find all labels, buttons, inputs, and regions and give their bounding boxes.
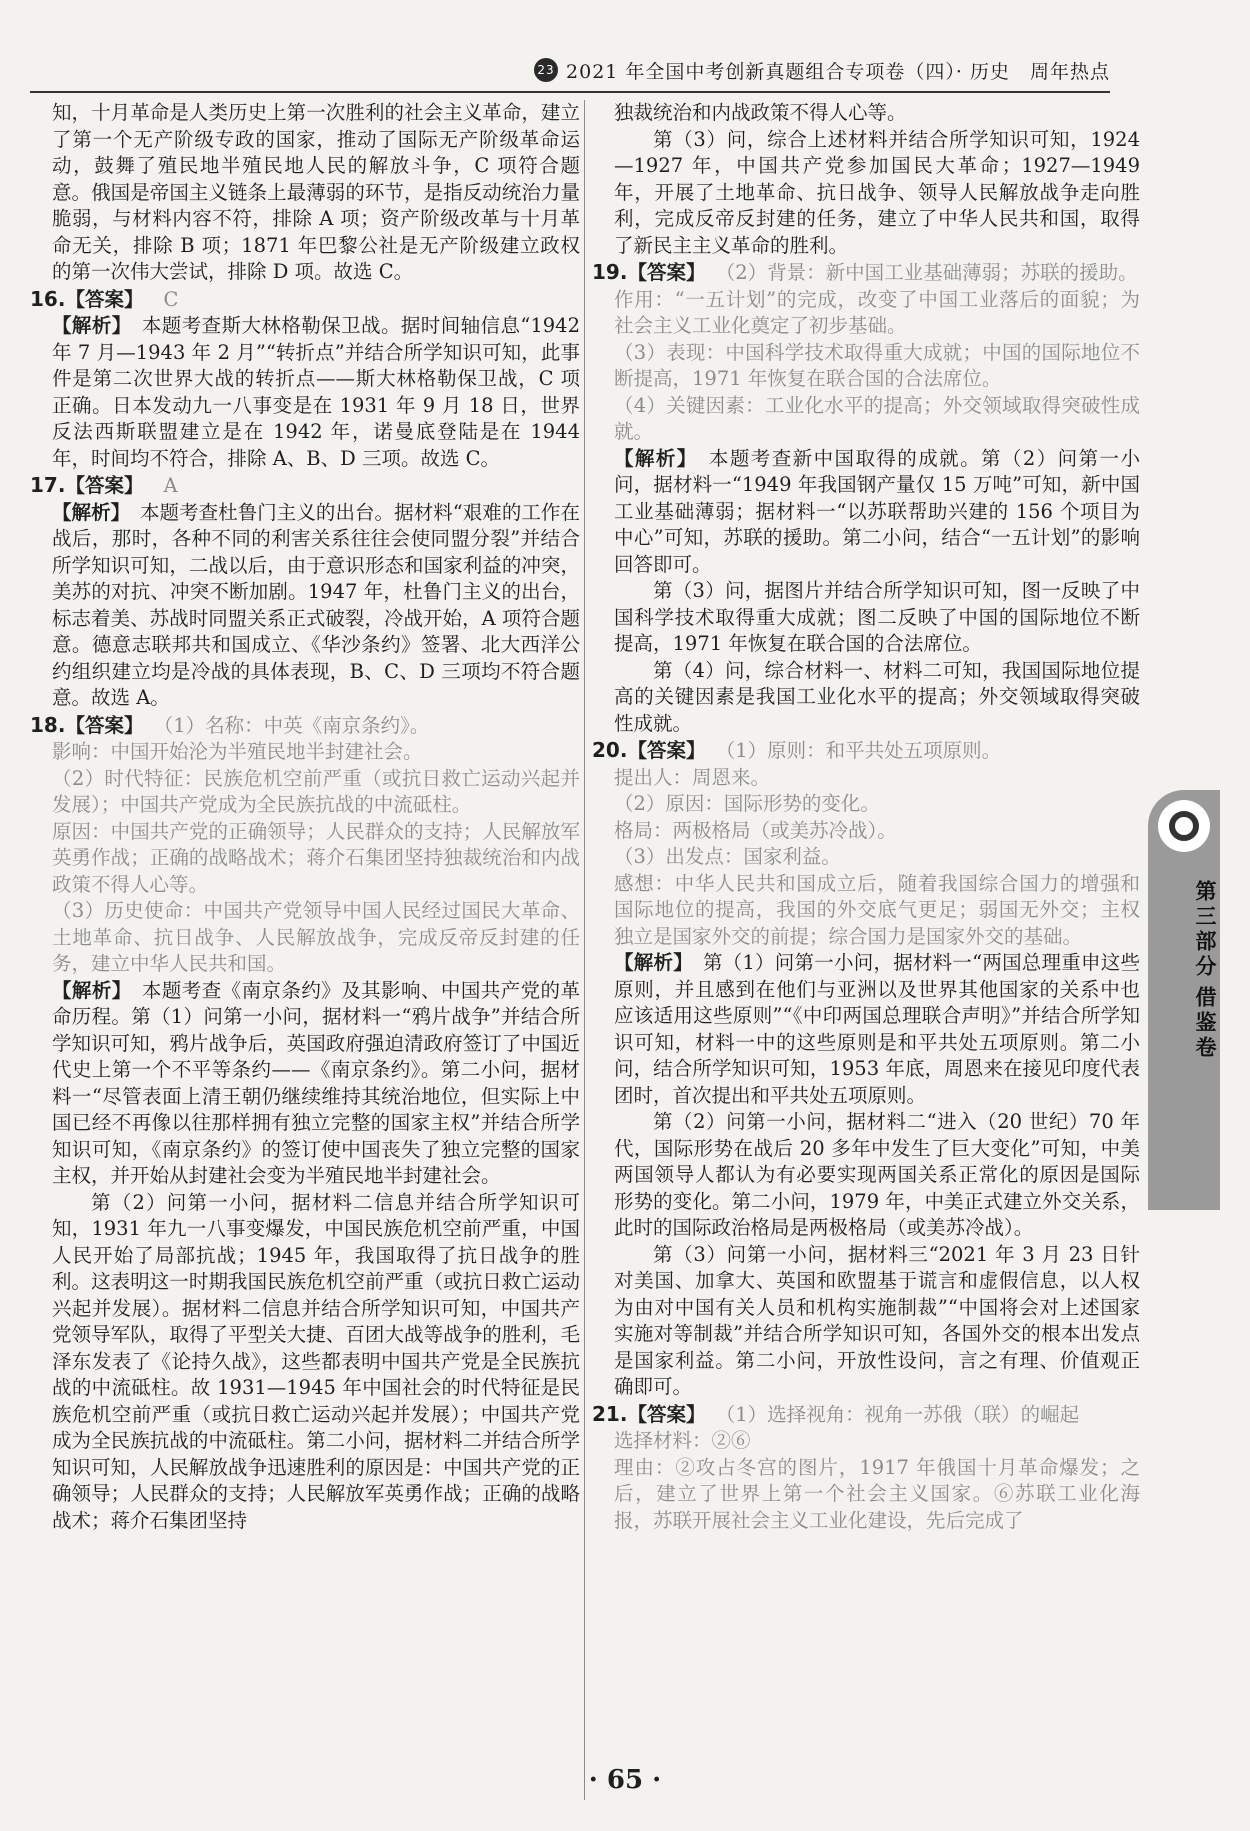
answer-text: C bbox=[163, 287, 179, 311]
question-number: 17. bbox=[30, 473, 66, 497]
answer-detail: （2）时代特征：民族危机空前严重（或抗日救亡运动兴起并发展）；中国共产党成为全民族抗战的中流砥柱。 bbox=[52, 766, 580, 816]
question-number: 16. bbox=[30, 286, 66, 311]
analysis-paragraph bbox=[52, 313, 580, 472]
side-tab-name: 借鉴卷 bbox=[1193, 986, 1217, 1061]
analysis-paragraph bbox=[614, 446, 1140, 579]
volume-badge: 23 bbox=[534, 58, 558, 82]
body-paragraph: 第（4）问，综合材料一、材料二可知，我国国际地位提高的关键因素是我国工业化水平的提高；外交领域取得突破性成就。 bbox=[614, 658, 1140, 735]
answer-line bbox=[30, 286, 580, 314]
answer-text: （2）背景：新中国工业基础薄弱；苏联的援助。 bbox=[725, 261, 1138, 284]
column-divider bbox=[584, 100, 585, 1800]
answer-detail: 选择材料：②⑥ bbox=[614, 1429, 751, 1452]
side-tab-part: 第三部分 bbox=[1193, 880, 1217, 980]
answer-detail: 提出人：周恩来。 bbox=[614, 765, 771, 789]
answer-line bbox=[30, 712, 580, 740]
answer-tag: 【答案】 bbox=[627, 261, 706, 284]
analysis-paragraph bbox=[52, 978, 580, 1190]
answer-line bbox=[592, 259, 1140, 287]
answer-tag: 【答案】 bbox=[627, 739, 706, 762]
body-paragraph: 第（2）问第一小问，据材料二信息并结合所学知识可知，1931 年九一八事变爆发，中国民族危机空前严重，中国人民开始了局部抗战；1945 年，我国取得了抗日战争的胜利。这表明这一时期我国民族危机空前严重（或抗日救亡运动兴起并发展）。据材料二信息并结合所学知识可知，中国共产党领导军队，取得了平型关大捷、百团大战等战争的胜利，毛泽东发表了《论持久战》，这些都表明中国共产党是全民族抗战的中流砥柱。故 1931—1945 年中国社会的时代特征是民族危机空前严重（或抗日救亡运动兴起并发展）；中国共产党成为全民族抗战的中流砥柱。第二小问，据材料二并结合所学知识可知，人民解放战争迅速胜利的原因是：中国共产党的正确领导；人民群众的支持；人民解放军英勇作战；正确的战略战术；蒋介石集团坚持 bbox=[52, 1190, 580, 1532]
answer-detail: （2）原因：国际形势的变化。 bbox=[614, 792, 880, 815]
left-column bbox=[30, 100, 580, 1534]
question-number: 19. bbox=[592, 260, 628, 284]
analysis-tag: 【解析】 bbox=[614, 446, 688, 470]
question-number: 18. bbox=[30, 712, 66, 737]
analysis-text: 第（1）问第一小问，据材料一“两国总理重申这些原则，并且感到在他们与亚洲以及世界其他国家的关系中也应该适用这些原则”“《中印两国总理联合声明》”并结合所学知识可知，材料一中的这些原则是和平共处五项原则。第二小问，结合所学知识可知，1953 年底，周恩来在接见印度代表团时，首次提出和平共处五项原则。 bbox=[614, 951, 1140, 1107]
answer-detail: （3）表现：中国科学技术取得重大成就；中国的国际地位不断提高，1971 年恢复在联合国的合法席位。 bbox=[614, 340, 1140, 390]
question-number: 21. bbox=[592, 1401, 628, 1426]
answer-detail: （4）关键因素：工业化水平的提高；外交领域取得突破性成就。 bbox=[614, 393, 1140, 443]
answer-tag: 【答案】 bbox=[65, 474, 144, 497]
body-paragraph: 第（3）问，综合上述材料并结合所学知识可知，1924—1927 年，中国共产党参加国民大革命；1927—1949 年，开展了土地革命、抗日战争、领导人民解放战争走向胜利，完成反帝反封建的任务，建立了中华人民共和国，取得了新民主主义革命的胜利。 bbox=[614, 127, 1140, 257]
answer-line bbox=[592, 1401, 1140, 1429]
answer-detail: 感想：中华人民共和国成立后，随着我国综合国力的增强和国际地位的提高，我国的外交底气更足；弱国无外交；主权独立是国家外交的前提；综合国力是国家外交的基础。 bbox=[614, 871, 1140, 948]
answer-detail: （3）出发点：国家利益。 bbox=[614, 845, 841, 868]
answer-detail: 影响：中国开始沦为半殖民地半封建社会。 bbox=[52, 740, 423, 763]
answer-text: （1）原则：和平共处五项原则。 bbox=[725, 739, 1002, 762]
analysis-tag: 【解析】 bbox=[52, 978, 122, 1002]
answer-detail: （3）历史使命：中国共产党领导中国人民经过国民大革命、土地革命、抗日战争、人民解放战争，完成反帝反封建的任务，建立中华人民共和国。 bbox=[52, 899, 580, 975]
body-paragraph: 第（2）问第一小问，据材料二“进入（20 世纪）70 年代，国际形势在战后 20 多年中发生了巨大变化”可知，中美两国领导人都认为有必要实现两国关系正常化的原因是国际形势的变化。第二小问，1979 年，中美正式建立外交关系，此时的国际政治格局是两极格局（或美苏冷战）。 bbox=[614, 1110, 1140, 1239]
body-paragraph: 第（3）问，据图片并结合所学知识可知，图一反映了中国科学技术取得重大成就；图二反映了中国的国际地位不断提高，1971 年恢复在联合国的合法席位。 bbox=[614, 579, 1140, 655]
answer-text: A bbox=[163, 474, 178, 497]
question-number: 20. bbox=[592, 738, 628, 762]
section-side-tab bbox=[1148, 790, 1220, 1210]
body-paragraph: 第（3）问第一小问，据材料三“2021 年 3 月 23 日针对美国、加拿大、英国和欧盟基于谎言和虚假信息，以人权为由对中国有关人员和机构实施制裁”“中国将会对上述国家实施对等制裁”并结合所学知识可知，各国外交的根本出发点是国家利益。第二小问，开放性设问，言之有理、价值观正确即可。 bbox=[614, 1242, 1140, 1398]
analysis-tag: 【解析】 bbox=[52, 500, 121, 524]
answer-detail: 格局：两极格局（或美苏冷战）。 bbox=[614, 818, 897, 842]
analysis-text: 本题考查斯大林格勒保卫战。据时间轴信息“1942 年 7 月—1943 年 2 月”“转折点”并结合所学知识可知，此事件是第二次世界大战的转折点——斯大林格勒保卫战，C 项正确。日本发动九一八事变是在 1931 年 9 月 18 日，世界反法西斯联盟建立是在 1942 年，诺曼底登陆是在 1944 年，时间均不符合，排除 A、B、D 三项。故选 C。 bbox=[52, 314, 580, 470]
body-paragraph: 知，十月革命是人类历史上第一次胜利的社会主义革命，建立了第一个无产阶级专政的国家，推动了国际无产阶级革命运动，鼓舞了殖民地半殖民地人民的解放斗争，C 项符合题意。俄国是帝国主义链条上最薄弱的环节，是指反动统治力量脆弱，与材料内容不符，排除 A 项；资产阶级改革与十月革命无关，排除 B 项；1871 年巴黎公社是无产阶级建立政权的第一次伟大尝试，排除 D 项。故选 C。 bbox=[52, 101, 580, 283]
page-number: · 65 · bbox=[588, 1765, 662, 1795]
analysis-paragraph bbox=[52, 500, 580, 712]
answer-detail: 原因：中国共产党的正确领导；人民群众的支持；人民解放军英勇作战；正确的战略战术；蒋介石集团坚持独裁统治和内战政策不得人心等。 bbox=[52, 819, 580, 896]
right-column bbox=[592, 100, 1140, 1534]
answer-detail: 作用：“一五计划”的完成，改变了中国工业落后的面貌；为社会主义工业化奠定了初步基础。 bbox=[614, 287, 1140, 337]
analysis-paragraph bbox=[614, 950, 1140, 1109]
page-header bbox=[30, 50, 1110, 90]
answer-text: （1）名称：中英《南京条约》。 bbox=[163, 713, 430, 737]
analysis-tag: 【解析】 bbox=[614, 951, 684, 974]
answer-tag: 【答案】 bbox=[65, 713, 144, 737]
answer-tag: 【答案】 bbox=[627, 1402, 706, 1426]
answer-line bbox=[30, 472, 580, 500]
answer-detail: 理由：②攻占冬宫的图片，1917 年俄国十月革命爆发；之后，建立了世界上第一个社会主义国家。⑥苏联工业化海报，苏联开展社会主义工业化建设，先后完成了 bbox=[614, 1455, 1140, 1532]
analysis-text: 本题考查《南京条约》及其影响、中国共产党的革命历程。第（1）问第一小问，据材料一“鸦片战争”并结合所学知识可知，鸦片战争后，英国政府强迫清政府签订了中国近代史上第一个不平等条约——《南京条约》。第二小问，据材料一“尽管表面上清王朝仍继续维持其统治地位，但实际上中国已经不再像以往那样拥有独立完整的国家主权”并结合所学知识可知，《南京条约》的签订使中国丧失了独立完整的国家主权，并开始从封建社会变为半殖民地半封建社会。 bbox=[52, 978, 580, 1187]
header-rule bbox=[30, 91, 1110, 93]
target-icon bbox=[1158, 800, 1210, 852]
analysis-text: 本题考查新中国取得的成就。第（2）问第一小问，据材料一“1949 年我国钢产量仅 15 万吨”可知，新中国工业基础薄弱；据材料一“以苏联帮助兴建的 156 个项目为中心”可知，苏联的援助。第二小问，结合“一五计划”的影响回答即可。 bbox=[614, 446, 1140, 576]
answer-tag: 【答案】 bbox=[65, 287, 144, 311]
analysis-tag: 【解析】 bbox=[52, 314, 122, 337]
header-title: 2021 年全国中考创新真题组合专项卷（四）· 历史 周年热点 bbox=[566, 60, 1110, 83]
body-paragraph: 独裁统治和内战政策不得人心等。 bbox=[614, 101, 907, 124]
answer-text: （1）选择视角：视角一苏俄（联）的崛起 bbox=[725, 1402, 1080, 1426]
answer-line bbox=[592, 737, 1140, 765]
analysis-text: 本题考查杜鲁门主义的出台。据材料“艰难的工作在战后，那时，各种不同的利害关系往往会使同盟分裂”并结合所学知识可知，二战以后，由于意识形态和国家利益的冲突，美苏的对抗、冲突不断加剧。1947 年，杜鲁门主义的出台，标志着美、苏战时同盟关系正式破裂，冷战开始，A 项符合题意。德意志联邦共和国成立、《华沙条约》签署、北大西洋公约组织建立均是冷战的具体表现，B、C、D 三项均不符合题意。故选 A。 bbox=[52, 500, 580, 709]
